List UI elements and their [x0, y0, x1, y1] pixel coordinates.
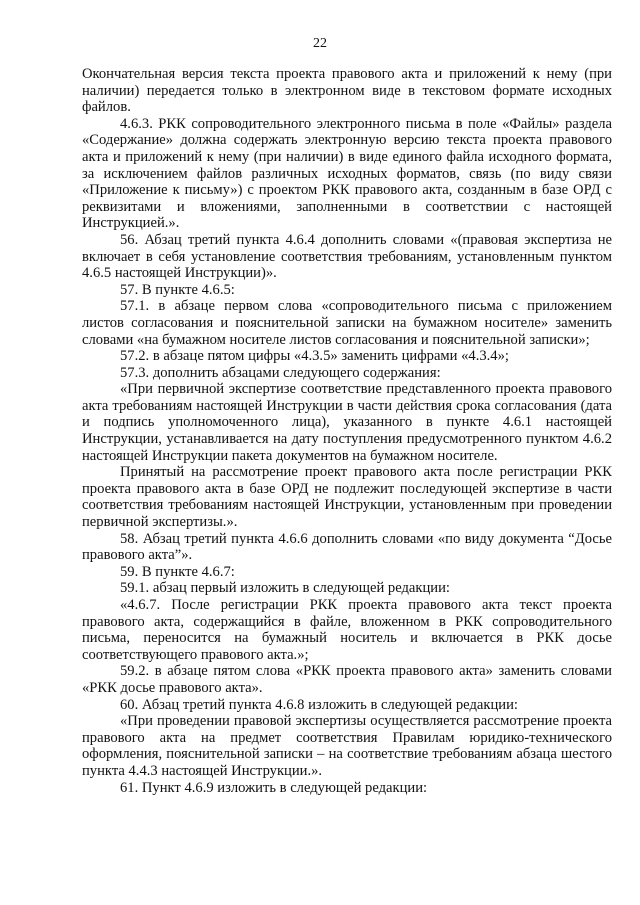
document-body — [82, 66, 612, 796]
paragraph-6: 57.3. дополнить абзацами следующего содержания: — [120, 364, 441, 381]
paragraph-15: «При проведении правовой экспертизы осуществляется рассмотрение проекта правового акта на предмет соответствия Правилам юридико-технического оформления, пояснительной записки – на соответствие требованиям абзаца шестого пункта 4.4.3 настоящей Инструкции.». — [82, 713, 612, 779]
paragraph-13: 59.2. в абзаце пятом слова «РКК проекта правового акта» заменить словами «РКК досье правового акта». — [82, 663, 612, 696]
paragraph-4: 57.1. в абзаце первом слова «сопроводительного письма с приложением листов согласования и пояснительной записки на бумажном носителе» заменить словами «на бумажном носителе листов согласования и пояснительной записки»; — [82, 298, 612, 348]
paragraph-3: 57. В пункте 4.6.5: — [120, 281, 235, 298]
paragraph-9: 58. Абзац третий пункта 4.6.6 дополнить словами «по виду документа “Досье правового акта”». — [82, 530, 612, 564]
paragraph-0: Окончательная версия текста проекта правового акта и приложений к нему (при наличии) передается только в электронном виде в текстовом формате исходных файлов. — [82, 66, 612, 116]
paragraph-5: 57.2. в абзаце пятом цифры «4.3.5» заменить цифрами «4.3.4»; — [120, 348, 509, 365]
paragraph-12: «4.6.7. После регистрации РКК проекта правового акта текст проекта правового акта, содержащийся в файле, вложенном в РКК сопроводительного письма, переносится на бумажный носитель и включается в РКК досье соответствующего правового акта.»; — [82, 597, 612, 663]
paragraph-8: Принятый на рассмотрение проект правового акта после регистрации РКК проекта правового акта в базе ОРД не подлежит последующей экспертизе в части соответствия требованиям настоящей Инструкции, установленным при проведении первичной экспертизы.». — [82, 464, 612, 531]
page-number: 22 — [313, 36, 327, 51]
paragraph-14: 60. Абзац третий пункта 4.6.8 изложить в следующей редакции: — [120, 696, 518, 713]
paragraph-1: 4.6.3. РКК сопроводительного электронного письма в поле «Файлы» раздела «Содержание» должна содержать электронную версию текста проекта правового акта и приложений к нему (при наличии) в виде единого файла исходного формата, за исключением файлов различных исходных форматов, связь (по виду связи «Приложение к письму») с проектом РКК правового акта, созданным в базе ОРД с реквизитами и вложениями, заполненными в соответствии с настоящей Инструкцией.». — [82, 115, 612, 232]
paragraph-16: 61. Пункт 4.6.9 изложить в следующей редакции: — [120, 779, 428, 796]
paragraph-11: 59.1. абзац первый изложить в следующей редакции: — [120, 580, 450, 597]
paragraph-2: 56. Абзац третий пункта 4.6.4 дополнить словами «(правовая экспертиза не включает в себя установление соответствия требованиям, установленным пунктом 4.6.5 настоящей Инструкции)». — [82, 231, 612, 282]
paragraph-10: 59. В пункте 4.6.7: — [120, 563, 235, 580]
paragraph-7: «При первичной экспертизе соответствие представленного проекта правового акта требованиям настоящей Инструкции в части действия срока согласования (дата и подпись уполномоченного лица), указанного в пункте 4.6.1 настоящей Инструкции, устанавливается на дату поступления предусмотренного пунктом 4.6.2 настоящей Инструкции пакета документов на бумажном носителе. — [82, 381, 612, 464]
